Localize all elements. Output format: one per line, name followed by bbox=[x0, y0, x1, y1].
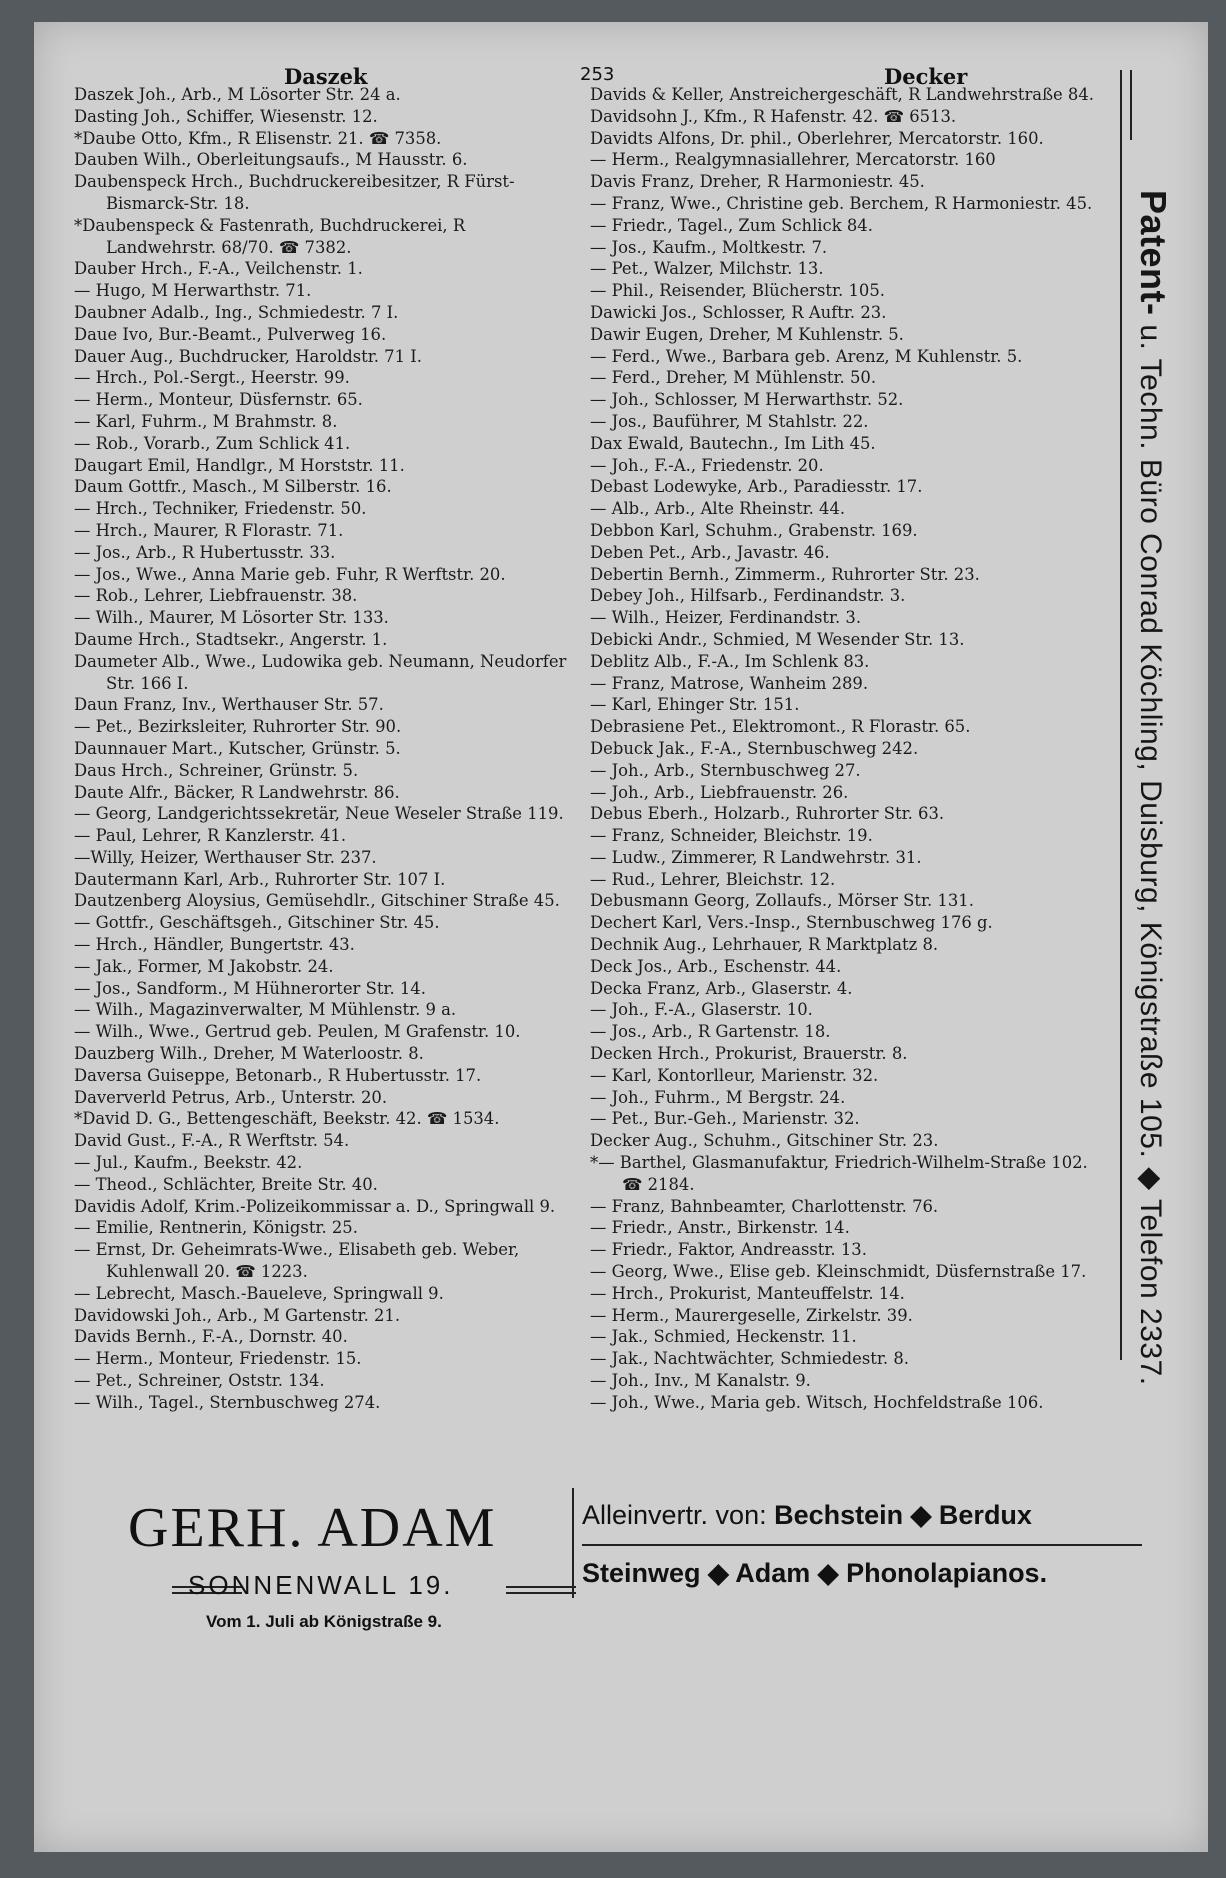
directory-entry: Daververld Petrus, Arb., Unterstr. 20. bbox=[74, 1087, 388, 1107]
piano-brands: Steinweg ◆ Adam ◆ Phonolapianos. bbox=[582, 1558, 1048, 1588]
directory-entry: — Jos., Bauführer, M Stahlstr. 22. bbox=[590, 411, 869, 431]
directory-entry: Daun Franz, Inv., Werthauser Str. 57. bbox=[74, 695, 384, 715]
directory-entry: Dauber Hrch., F.-A., Veilchenstr. 1. bbox=[74, 259, 363, 279]
directory-entry: — Wilh., Maurer, M Lösorter Str. 133. bbox=[74, 608, 389, 628]
directory-entry: — Hugo, M Herwarthstr. 71. bbox=[74, 281, 312, 301]
directory-entry: Daubenspeck Hrch., Buchdruckereibesitzer, R Fürst-Bismarck-Str. 18. bbox=[74, 172, 515, 213]
directory-entry: — Karl, Kontorlleur, Marienstr. 32. bbox=[590, 1065, 879, 1085]
directory-entry: — Ludw., Zimmerer, R Landwehrstr. 31. bbox=[590, 847, 922, 867]
right-column bbox=[590, 84, 1110, 1414]
rule-right bbox=[506, 1586, 576, 1594]
sole-agency-brands: Bechstein ◆ Berdux bbox=[774, 1500, 1032, 1530]
directory-entry: — Hrch., Techniker, Friedenstr. 50. bbox=[74, 499, 367, 519]
directory-entry: — Hrch., Maurer, R Florastr. 71. bbox=[74, 520, 344, 540]
sole-agency-line bbox=[582, 1500, 1032, 1531]
directory-entry: Debrasiene Pet., Elektromont., R Florastr. 65. bbox=[590, 717, 971, 737]
relocation-note: Vom 1. Juli ab Königstraße 9. bbox=[206, 1612, 442, 1631]
directory-entry: Dautermann Karl, Arb., Ruhrorter Str. 107 I. bbox=[74, 869, 446, 889]
directory-entry: — Joh., Fuhrm., M Bergstr. 24. bbox=[590, 1087, 846, 1107]
directory-entry: David Gust., F.-A., R Werftstr. 54. bbox=[74, 1131, 350, 1151]
directory-entry: Dawir Eugen, Dreher, M Kuhlenstr. 5. bbox=[590, 324, 904, 344]
directory-entry: Deblitz Alb., F.-A., Im Schlenk 83. bbox=[590, 651, 870, 671]
directory-entry: — Paul, Lehrer, R Kanzlerstr. 41. bbox=[74, 826, 347, 846]
directory-entry: — Franz, Matrose, Wanheim 289. bbox=[590, 673, 869, 693]
directory-entry: *Daube Otto, Kfm., R Elisenstr. 21. ☎ 7358. bbox=[74, 128, 442, 148]
directory-entry: — Ferd., Wwe., Barbara geb. Arenz, M Kuhlenstr. 5. bbox=[590, 346, 1023, 366]
directory-entry: Davids Bernh., F.-A., Dornstr. 40. bbox=[74, 1327, 348, 1347]
directory-entry: — Joh., F.-A., Friedenstr. 20. bbox=[590, 455, 824, 475]
directory-entry: Dauben Wilh., Oberleitungsaufs., M Hausstr. 6. bbox=[74, 150, 468, 170]
directory-entry: Dechert Karl, Vers.-Insp., Sternbuschweg 176 g. bbox=[590, 913, 993, 933]
left-column bbox=[74, 84, 574, 1414]
directory-entry: — Jos., Wwe., Anna Marie geb. Fuhr, R Werftstr. 20. bbox=[74, 564, 506, 584]
directory-entry: — Wilh., Heizer, Ferdinandstr. 3. bbox=[590, 608, 862, 628]
directory-entry: — Pet., Bur.-Geh., Marienstr. 32. bbox=[590, 1109, 860, 1129]
directory-entry: Decker Aug., Schuhm., Gitschiner Str. 23. bbox=[590, 1131, 939, 1151]
directory-entry: — Hrch., Prokurist, Manteuffelstr. 14. bbox=[590, 1283, 905, 1303]
directory-entry: *David D. G., Bettengeschäft, Beekstr. 42. ☎ 1534. bbox=[74, 1109, 500, 1129]
directory-entry: — Joh., Schlosser, M Herwarthstr. 52. bbox=[590, 390, 904, 410]
directory-entry: Dawicki Jos., Schlosser, R Auftr. 23. bbox=[590, 302, 887, 322]
directory-entry: Debey Joh., Hilfsarb., Ferdinandstr. 3. bbox=[590, 586, 906, 606]
directory-entry: Debusmann Georg, Zollaufs., Mörser Str. 131. bbox=[590, 891, 974, 911]
directory-entry: — Emilie, Rentnerin, Königstr. 25. bbox=[74, 1218, 358, 1238]
directory-entry: — Pet., Schreiner, Oststr. 134. bbox=[74, 1371, 325, 1391]
directory-entry: — Joh., Arb., Sternbuschweg 27. bbox=[590, 760, 861, 780]
company-address: SONNENWALL 19. bbox=[188, 1570, 454, 1600]
directory-entry: — Jul., Kaufm., Beekstr. 42. bbox=[74, 1153, 303, 1173]
directory-entry: Davis Franz, Dreher, R Harmoniestr. 45. bbox=[590, 172, 925, 192]
directory-entry: — Gottfr., Geschäftsgeh., Gitschiner Str. 45. bbox=[74, 913, 440, 933]
directory-entry: — Jak., Nachtwächter, Schmiedestr. 8. bbox=[590, 1349, 909, 1369]
directory-entry: —Willy, Heizer, Werthauser Str. 237. bbox=[74, 847, 377, 867]
directory-entry: — Franz, Wwe., Christine geb. Berchem, R Harmoniestr. 45. bbox=[590, 193, 1093, 213]
directory-entry: — Georg, Wwe., Elise geb. Kleinschmidt, Düsfernstraße 17. bbox=[590, 1262, 1087, 1282]
directory-entry: — Ernst, Dr. Geheimrats-Wwe., Elisabeth geb. Weber, Kuhlenwall 20. ☎ 1223. bbox=[74, 1240, 520, 1282]
directory-entry: — Herm., Monteur, Düsfernstr. 65. bbox=[74, 390, 363, 410]
directory-entry: Debus Eberh., Holzarb., Ruhrorter Str. 63. bbox=[590, 804, 945, 824]
directory-entry: — Hrch., Pol.-Sergt., Heerstr. 99. bbox=[74, 368, 350, 388]
directory-entry: Daume Hrch., Stadtsekr., Angerstr. 1. bbox=[74, 629, 388, 649]
directory-entry: — Joh., Arb., Liebfrauenstr. 26. bbox=[590, 782, 849, 802]
directory-entry: — Joh., F.-A., Glaserstr. 10. bbox=[590, 1000, 813, 1020]
directory-entry: — Wilh., Magazinverwalter, M Mühlenstr. 9 a. bbox=[74, 1000, 457, 1020]
sidebar-ad-rest: u. Techn. Büro Conrad Köchling, Duisburg, Königstraße 105. ◆ Telefon 2337. bbox=[1134, 324, 1167, 1386]
directory-entry: Dauer Aug., Buchdrucker, Haroldstr. 71 I. bbox=[74, 346, 422, 366]
directory-entry: — Ferd., Dreher, M Mühlenstr. 50. bbox=[590, 368, 877, 388]
directory-entry: Daus Hrch., Schreiner, Grünstr. 5. bbox=[74, 760, 359, 780]
directory-entry: Dasting Joh., Schiffer, Wiesenstr. 12. bbox=[74, 106, 378, 126]
directory-entry: Dax Ewald, Bautechn., Im Lith 45. bbox=[590, 433, 876, 453]
directory-entry: — Friedr., Faktor, Andreasstr. 13. bbox=[590, 1240, 867, 1260]
directory-entry: Daversa Guiseppe, Betonarb., R Hubertusstr. 17. bbox=[74, 1065, 482, 1085]
directory-entry: Davidsohn J., Kfm., R Hafenstr. 42. ☎ 6513. bbox=[590, 106, 957, 126]
directory-entry: — Jak., Former, M Jakobstr. 24. bbox=[74, 956, 334, 976]
directory-entry: Debertin Bernh., Zimmerm., Ruhrorter Str. 23. bbox=[590, 564, 980, 584]
directory-entry: — Lebrecht, Masch.-Baueleve, Springwall 9. bbox=[74, 1283, 444, 1303]
directory-entry: — Rud., Lehrer, Bleichstr. 12. bbox=[590, 869, 836, 889]
directory-entry: Davidts Alfons, Dr. phil., Oberlehrer, Mercatorstr. 160. bbox=[590, 128, 1044, 148]
directory-entry: Davidowski Joh., Arb., M Gartenstr. 21. bbox=[74, 1305, 401, 1325]
directory-entry: — Joh., Wwe., Maria geb. Witsch, Hochfeldstraße 106. bbox=[590, 1392, 1044, 1412]
directory-entry: — Rob., Lehrer, Liebfrauenstr. 38. bbox=[74, 586, 358, 606]
directory-entry: Decka Franz, Arb., Glaserstr. 4. bbox=[590, 978, 853, 998]
footer-advertisement bbox=[86, 1488, 1126, 1788]
directory-entry: — Franz, Bahnbeamter, Charlottenstr. 76. bbox=[590, 1196, 939, 1216]
ad-divider bbox=[572, 1488, 574, 1598]
directory-entry: — Alb., Arb., Alte Rheinstr. 44. bbox=[590, 499, 846, 519]
directory-entry: — Hrch., Händler, Bungertstr. 43. bbox=[74, 935, 355, 955]
directory-entry: — Wilh., Tagel., Sternbuschweg 274. bbox=[74, 1392, 381, 1412]
directory-entry: — Phil., Reisender, Blücherstr. 105. bbox=[590, 281, 885, 301]
directory-entry: — Jos., Arb., R Hubertusstr. 33. bbox=[74, 542, 336, 562]
brand-rule bbox=[582, 1544, 1142, 1546]
directory-entry: Daunnauer Mart., Kutscher, Grünstr. 5. bbox=[74, 738, 401, 758]
directory-entry: Debast Lodewyke, Arb., Paradiesstr. 17. bbox=[590, 477, 923, 497]
directory-entry: Dauzberg Wilh., Dreher, M Waterloostr. 8. bbox=[74, 1044, 424, 1064]
sole-agency-prefix: Alleinvertr. von: bbox=[582, 1500, 767, 1530]
directory-entry: — Joh., Inv., M Kanalstr. 9. bbox=[590, 1371, 811, 1391]
directory-entry: — Theod., Schlächter, Breite Str. 40. bbox=[74, 1174, 378, 1194]
directory-entry: Davids & Keller, Anstreichergeschäft, R Landwehrstraße 84. bbox=[590, 85, 1095, 104]
directory-entry: — Franz, Schneider, Bleichstr. 19. bbox=[590, 826, 873, 846]
directory-entry: Daubner Adalb., Ing., Schmiedestr. 7 I. bbox=[74, 302, 399, 322]
side-rule-top bbox=[1130, 70, 1132, 140]
directory-entry: Debuck Jak., F.-A., Sternbuschweg 242. bbox=[590, 738, 919, 758]
directory-entry: Daugart Emil, Handlgr., M Horststr. 11. bbox=[74, 455, 405, 475]
directory-entry: Dautzenberg Aloysius, Gemüsehdlr., Gitschiner Straße 45. bbox=[74, 891, 560, 911]
directory-entry: — Friedr., Anstr., Birkenstr. 14. bbox=[590, 1218, 850, 1238]
directory-entry: — Karl, Ehinger Str. 151. bbox=[590, 695, 800, 715]
directory-entry: Debicki Andr., Schmied, M Wesender Str. 13. bbox=[590, 629, 965, 649]
directory-entry: — Herm., Monteur, Friedenstr. 15. bbox=[74, 1349, 362, 1369]
directory-entry: — Jos., Kaufm., Moltkestr. 7. bbox=[590, 237, 828, 257]
directory-entry: — Jos., Sandform., M Hühnerorter Str. 14. bbox=[74, 978, 426, 998]
directory-entry: Deck Jos., Arb., Eschenstr. 44. bbox=[590, 956, 842, 976]
company-name: GERH. ADAM bbox=[128, 1497, 497, 1559]
directory-entry: — Herm., Maurergeselle, Zirkelstr. 39. bbox=[590, 1305, 913, 1325]
directory-entry: Daumeter Alb., Wwe., Ludowika geb. Neumann, Neudorfer Str. 166 I. bbox=[74, 651, 567, 693]
directory-entry: — Rob., Vorarb., Zum Schlick 41. bbox=[74, 433, 351, 453]
directory-entry: Daszek Joh., Arb., M Lösorter Str. 24 a. bbox=[74, 85, 401, 104]
header-left-keyword: Daszek bbox=[284, 64, 368, 89]
sidebar-ad-bold: Patent- bbox=[1133, 190, 1174, 316]
directory-entry: *— Barthel, Glasmanufaktur, Friedrich-Wilhelm-Straße 102. ☎ 2184. bbox=[590, 1153, 1088, 1194]
directory-entry: *Daubenspeck & Fastenrath, Buchdruckerei, R Landwehrstr. 68/70. ☎ 7382. bbox=[74, 215, 466, 257]
directory-entry: — Pet., Walzer, Milchstr. 13. bbox=[590, 259, 824, 279]
directory-entry: Decken Hrch., Prokurist, Brauerstr. 8. bbox=[590, 1044, 908, 1064]
directory-entry: — Karl, Fuhrm., M Brahmstr. 8. bbox=[74, 411, 338, 431]
directory-entry: Dechnik Aug., Lehrhauer, R Marktplatz 8. bbox=[590, 935, 939, 955]
directory-entry: — Friedr., Tagel., Zum Schlick 84. bbox=[590, 215, 873, 235]
header-right-keyword: Decker bbox=[884, 64, 968, 89]
directory-entry: — Pet., Bezirksleiter, Ruhrorter Str. 90. bbox=[74, 717, 402, 737]
directory-entry: Davidis Adolf, Krim.-Polizeikommissar a. D., Springwall 9. bbox=[74, 1196, 556, 1216]
directory-entry: — Georg, Landgerichtssekretär, Neue Weseler Straße 119. bbox=[74, 804, 564, 824]
directory-entry: — Jak., Schmied, Heckenstr. 11. bbox=[590, 1327, 857, 1347]
sidebar-ad-text bbox=[1130, 190, 1174, 1386]
directory-entry: Daue Ivo, Bur.-Beamt., Pulverweg 16. bbox=[74, 324, 387, 344]
directory-entry: — Jos., Arb., R Gartenstr. 18. bbox=[590, 1022, 831, 1042]
page-number: 253 bbox=[580, 64, 615, 85]
directory-entry: Debbon Karl, Schuhm., Grabenstr. 169. bbox=[590, 520, 918, 540]
directory-entry: Daum Gottfr., Masch., M Silberstr. 16. bbox=[74, 477, 392, 497]
directory-entry: Deben Pet., Arb., Javastr. 46. bbox=[590, 542, 830, 562]
directory-entry: — Wilh., Wwe., Gertrud geb. Peulen, M Grafenstr. 10. bbox=[74, 1022, 521, 1042]
directory-entry: — Herm., Realgymnasiallehrer, Mercatorstr. 160 bbox=[590, 150, 996, 170]
directory-entry: Daute Alfr., Bäcker, R Landwehrstr. 86. bbox=[74, 782, 400, 802]
